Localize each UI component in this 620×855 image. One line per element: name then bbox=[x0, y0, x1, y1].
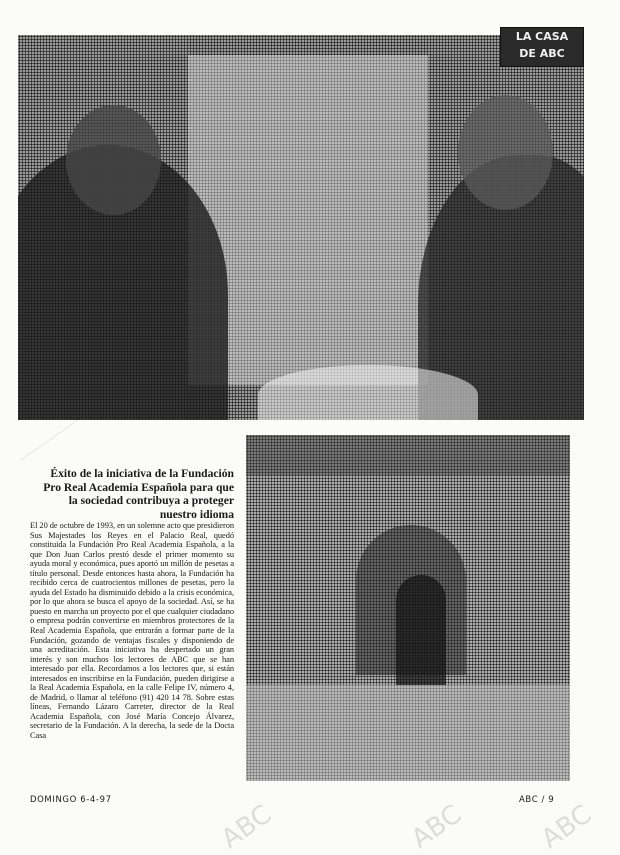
watermark: ABC bbox=[406, 799, 468, 855]
footer-page: ABC / 9 bbox=[519, 795, 555, 805]
article-headline: Éxito de la iniciativa de la Fundación Pro Real Academia Española para que la sociedad contribuya a proteger nuestro idioma bbox=[43, 467, 234, 521]
footer-date: DOMINGO 6-4-97 bbox=[30, 795, 112, 805]
article-body bbox=[30, 521, 234, 741]
watermark: ABC bbox=[536, 799, 598, 855]
photo-head-right bbox=[458, 95, 553, 210]
watermark: ABC bbox=[216, 799, 278, 855]
article-body-paragraph: El 20 de octubre de 1993, en un solemne acto que presidieron Sus Majestades los Reyes en el Palacio Real, quedó constituida la Fundación Pro Real Academia Española, a la que Don Juan Carlos prestó desde el primer momento su ayuda moral y económica, pues aportó un millón de pesetas a título personal. Desde entonces hasta ahora, la Fundación ha recibido cerca de cuatrocientos millones de pesetas, pero la ayuda del Estado ha disminuido debido a la crisis económica, por lo que ahora se busca el apoyo de la sociedad. Así, se ha puesto en marcha un proyecto por el que cualquier ciudadano o empresa podrán convertirse en miembros protectores de la Real Academia Española, que entrarán a formar parte de la Fundación, gozando de ventajas fiscales y disponiendo de una acreditación. Esta iniciativa ha despertado un gran interés y son muchos los lectores de ABC que se han interesado por ella. Recordamos a los lectores que, si están interesados en inscribirse en la Fundación, pueden dirigirse a la Real Academia Española, en la calle Felipe IV, número 4, de Madrid, o llamar al teléfono (91) 420 14 78. Sobre estas líneas, Fernando Lázaro Carreter, director de la Real Academia Española, con José María Concejo Álvarez, secretario de la Fundación. A la derecha, la sede de la Docta Casa bbox=[30, 521, 234, 741]
photo-table bbox=[258, 365, 478, 420]
section-badge bbox=[500, 27, 584, 67]
photo-head-left bbox=[66, 105, 161, 215]
building-photo bbox=[246, 435, 570, 781]
badge-line2: DE ABC bbox=[519, 47, 565, 60]
top-photo bbox=[18, 35, 584, 420]
badge-line1: LA CASA bbox=[515, 30, 569, 43]
photo-courtyard bbox=[246, 685, 570, 781]
photo-doorway bbox=[396, 575, 446, 685]
photo-roof bbox=[246, 435, 570, 475]
